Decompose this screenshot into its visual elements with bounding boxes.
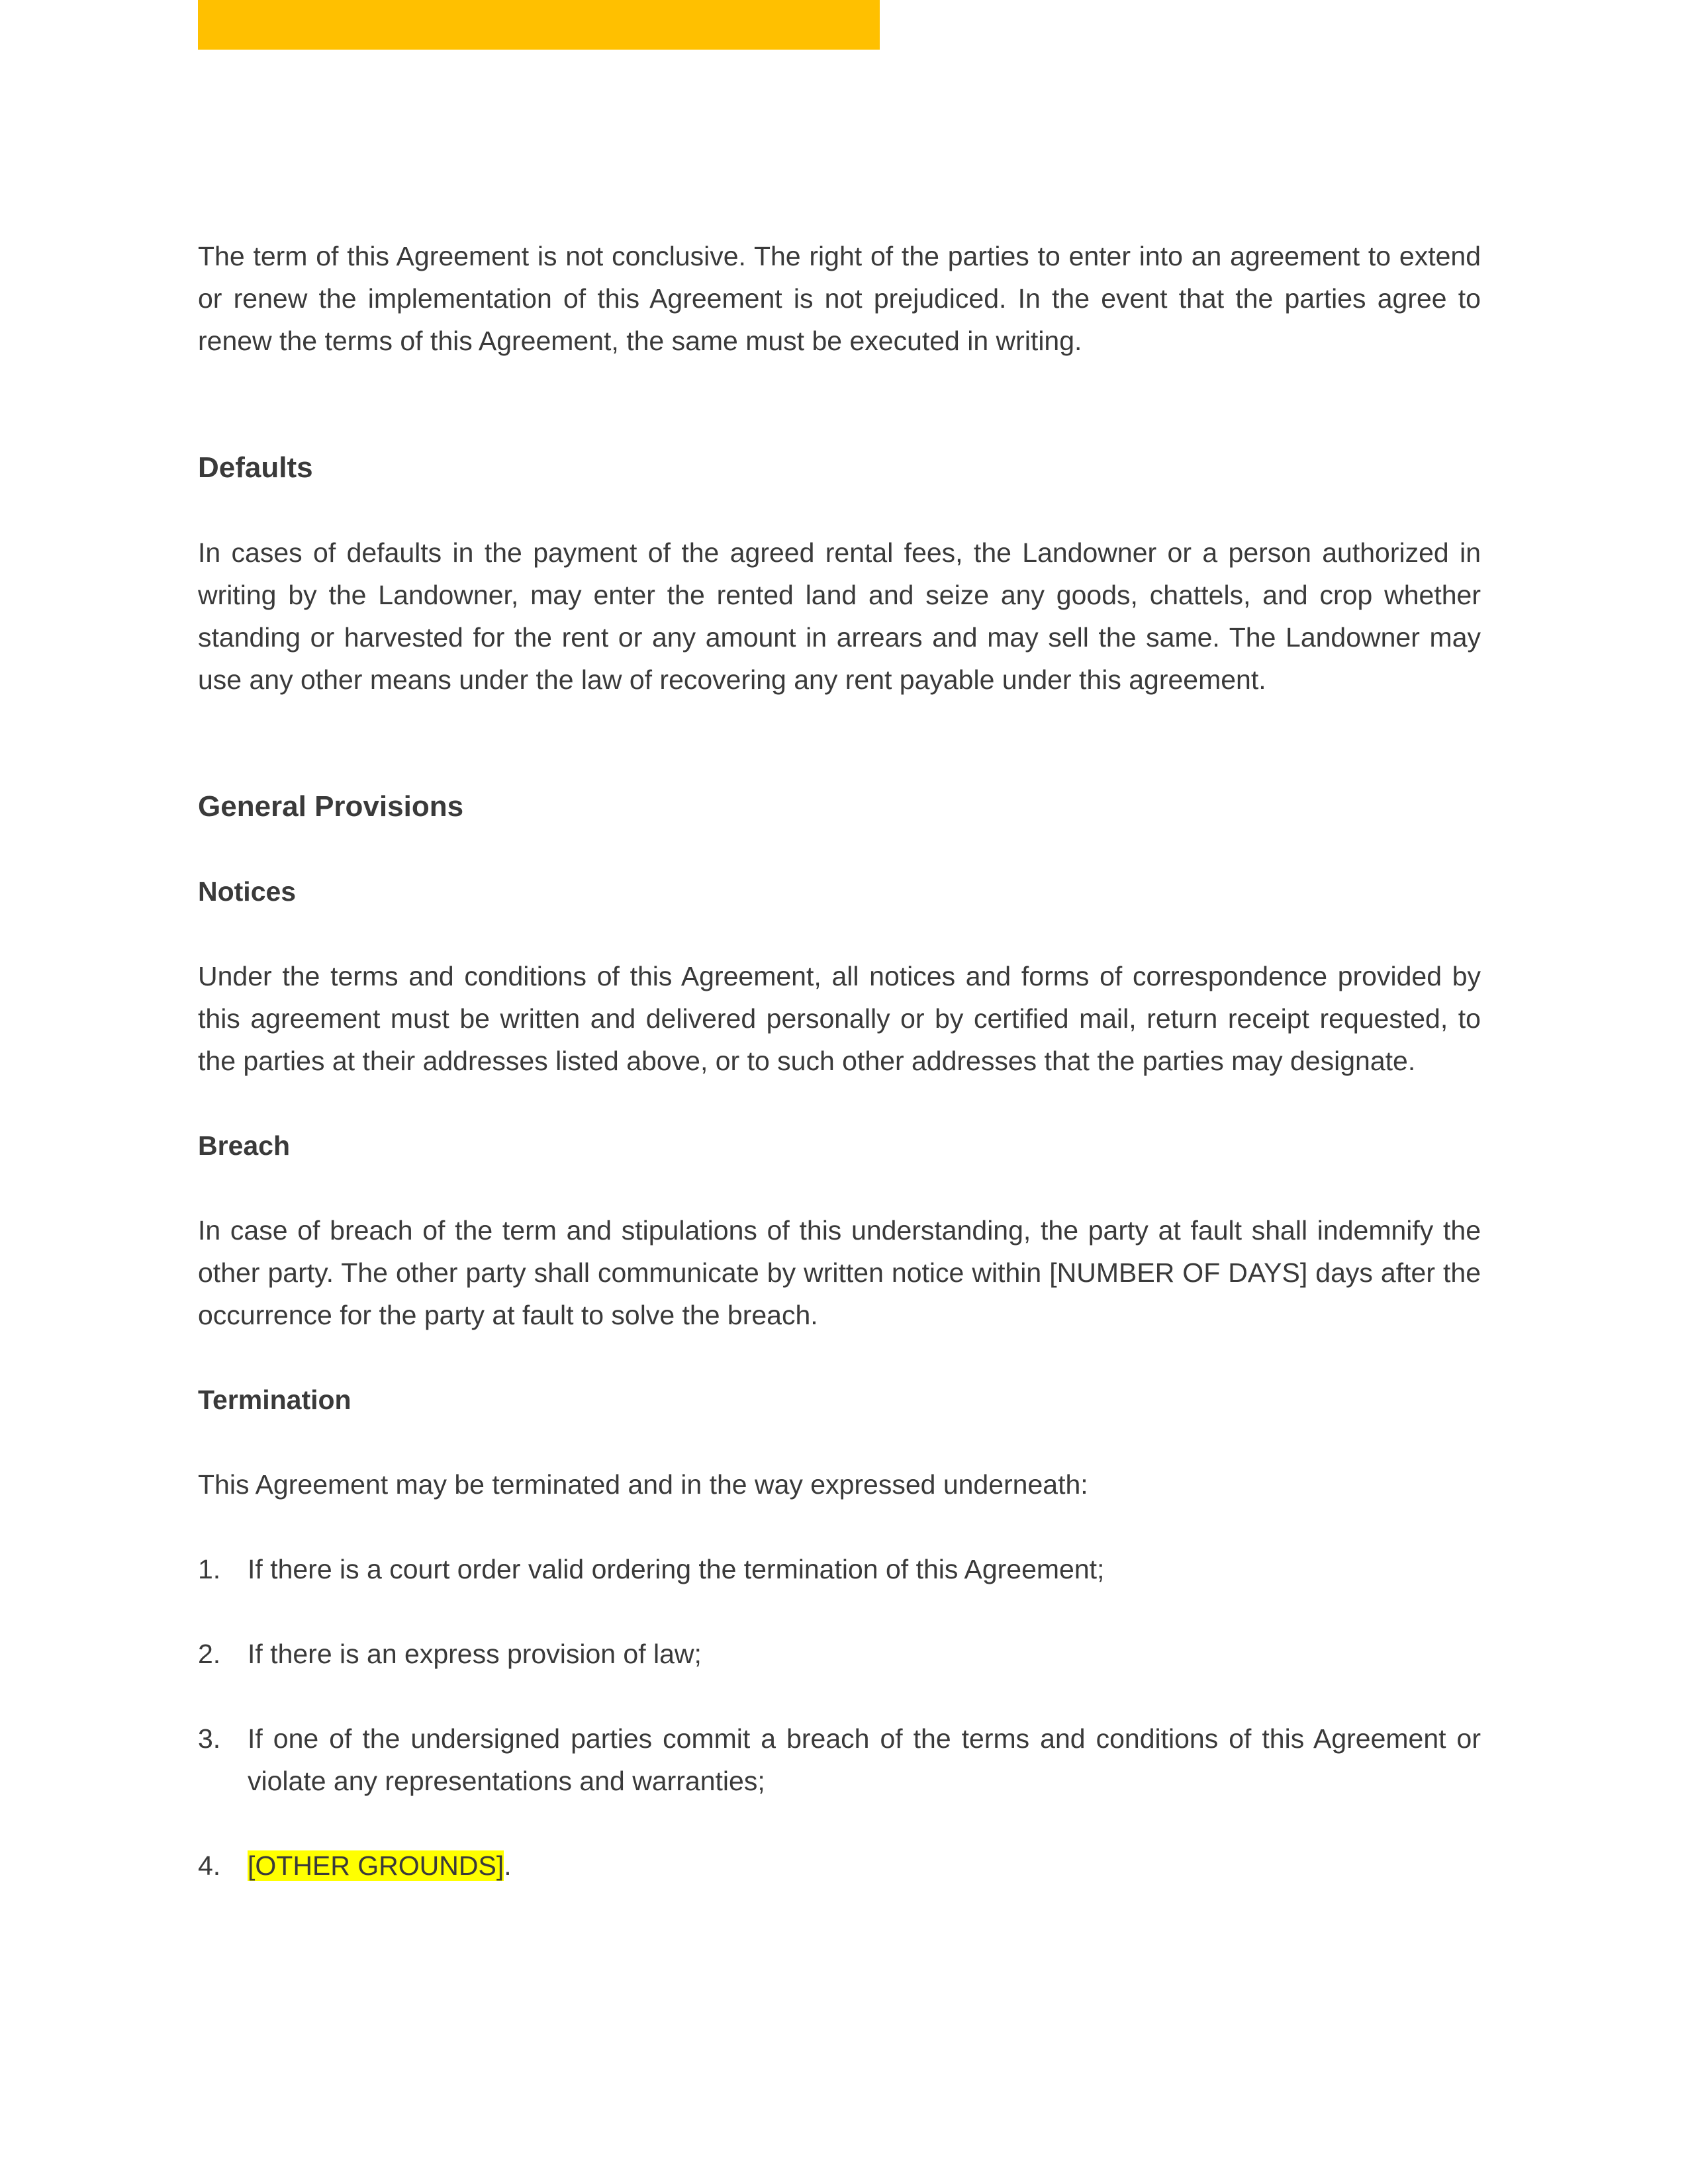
termination-list (198, 1548, 1481, 1887)
defaults-paragraph: In cases of defaults in the payment of the agreed rental fees, the Landowner or a person authorized in writing by the Landowner, may enter the rented land and seize any goods, chattels, and crop whether standing or harvested for the rent or any amount in arrears and may sell the same. The Landowner may use any other means under the law of recovering any rent payable under this agreement. (198, 537, 1481, 695)
list-item (198, 1633, 1481, 1675)
list-spacer (198, 1802, 1481, 1844)
header-accent-bar (198, 0, 880, 50)
list-item-suffix: . (504, 1850, 512, 1881)
termination-heading: Termination (198, 1385, 352, 1415)
notices-heading: Notices (198, 876, 297, 907)
breach-heading: Breach (198, 1130, 291, 1161)
list-item (198, 1717, 1481, 1802)
list-item-text: If one of the undersigned parties commit a breach of the terms and conditions of this Agreement or violate any representations and warranties; (248, 1723, 1481, 1796)
list-item-text: If there is a court order valid ordering the termination of this Agreement; (248, 1554, 1105, 1584)
list-item-number: 2. (198, 1639, 221, 1669)
list-item (198, 1844, 1481, 1887)
list-spacer (198, 1675, 1481, 1717)
list-item (198, 1548, 1481, 1590)
other-grounds-placeholder: [OTHER GROUNDS] (248, 1850, 504, 1881)
list-item-number: 4. (198, 1850, 221, 1881)
defaults-heading: Defaults (198, 451, 313, 484)
general-provisions-heading: General Provisions (198, 790, 464, 823)
list-item-number: 3. (198, 1723, 221, 1754)
breach-paragraph: In case of breach of the term and stipulations of this understanding, the party at fault shall indemnify the other party. The other party shall communicate by written notice within [NUMBER OF DAYS] days after the occurrence for the party at fault to solve the breach. (198, 1215, 1481, 1330)
list-item-text: If there is an express provision of law; (248, 1639, 702, 1669)
document-body (198, 235, 1481, 1887)
notices-paragraph: Under the terms and conditions of this Agreement, all notices and forms of correspondence provided by this agreement must be written and delivered personally or by certified mail, return receipt requested, to the parties at their addresses listed above, or to such other addresses that the parties may designate. (198, 961, 1481, 1076)
list-spacer (198, 1590, 1481, 1633)
termination-intro: This Agreement may be terminated and in the way expressed underneath: (198, 1469, 1088, 1500)
list-item-number: 1. (198, 1554, 221, 1584)
term-paragraph: The term of this Agreement is not conclusive. The right of the parties to enter into an agreement to extend or renew the implementation of this Agreement is not prejudiced. In the event that the parties agree to renew the terms of this Agreement, the same must be executed in writing. (198, 241, 1481, 356)
